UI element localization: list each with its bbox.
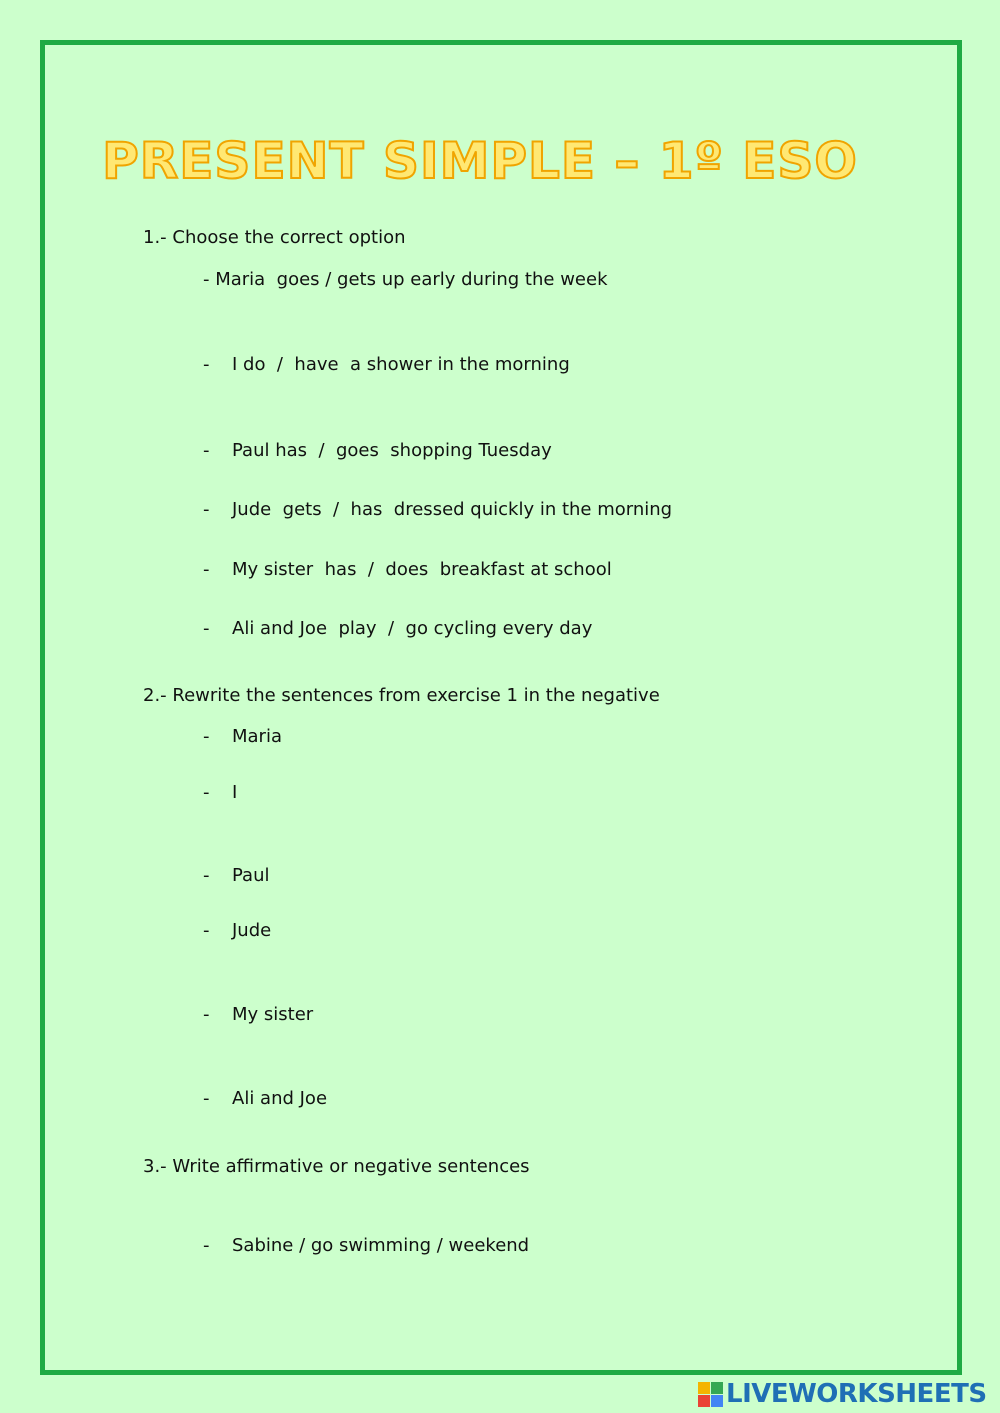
list-dash: - — [203, 1235, 210, 1256]
exercise-3-item: Sabine / go swimming / weekend — [232, 1235, 530, 1256]
worksheet-title: PRESENT SIMPLE – 1º ESO — [102, 132, 858, 190]
liveworksheets-logo[interactable] — [698, 1380, 987, 1408]
exercise-2-item: Jude — [232, 920, 272, 941]
list-dash: - — [203, 726, 210, 747]
exercise-2-item: My sister — [232, 1004, 314, 1025]
exercise-3-heading: 3.- Write affirmative or negative sentences — [143, 1156, 530, 1177]
list-dash: - — [203, 782, 210, 803]
exercise-1-item: I do / have a shower in the morning — [232, 354, 570, 375]
exercise-2-item: Paul — [232, 865, 270, 886]
exercise-1-item: My sister has / does breakfast at school — [232, 559, 612, 580]
list-dash: - — [203, 920, 210, 941]
list-dash: - — [203, 1004, 210, 1025]
exercise-2-item: I — [232, 782, 238, 803]
exercise-1-heading: 1.- Choose the correct option — [143, 227, 406, 248]
list-dash: - — [203, 865, 210, 886]
list-dash: - — [203, 354, 210, 375]
exercise-1-item-maria: - Maria goes / gets up early during the week — [203, 269, 608, 290]
list-dash: - — [203, 1088, 210, 1109]
exercise-1-item: Paul has / goes shopping Tuesday — [232, 440, 552, 461]
exercise-1-item: Jude gets / has dressed quickly in the morning — [232, 499, 673, 520]
brand-name: LIVEWORKSHEETS — [726, 1379, 987, 1409]
list-dash: - — [203, 440, 210, 461]
liveworksheets-logo-icon — [698, 1382, 723, 1407]
list-dash: - — [203, 559, 210, 580]
list-dash: - — [203, 499, 210, 520]
exercise-2-item: Ali and Joe — [232, 1088, 328, 1109]
exercise-1-item: Ali and Joe play / go cycling every day — [232, 618, 593, 639]
list-dash: - — [203, 618, 210, 639]
exercise-2-heading: 2.- Rewrite the sentences from exercise 1 in the negative — [143, 685, 660, 706]
exercise-2-item: Maria — [232, 726, 282, 747]
